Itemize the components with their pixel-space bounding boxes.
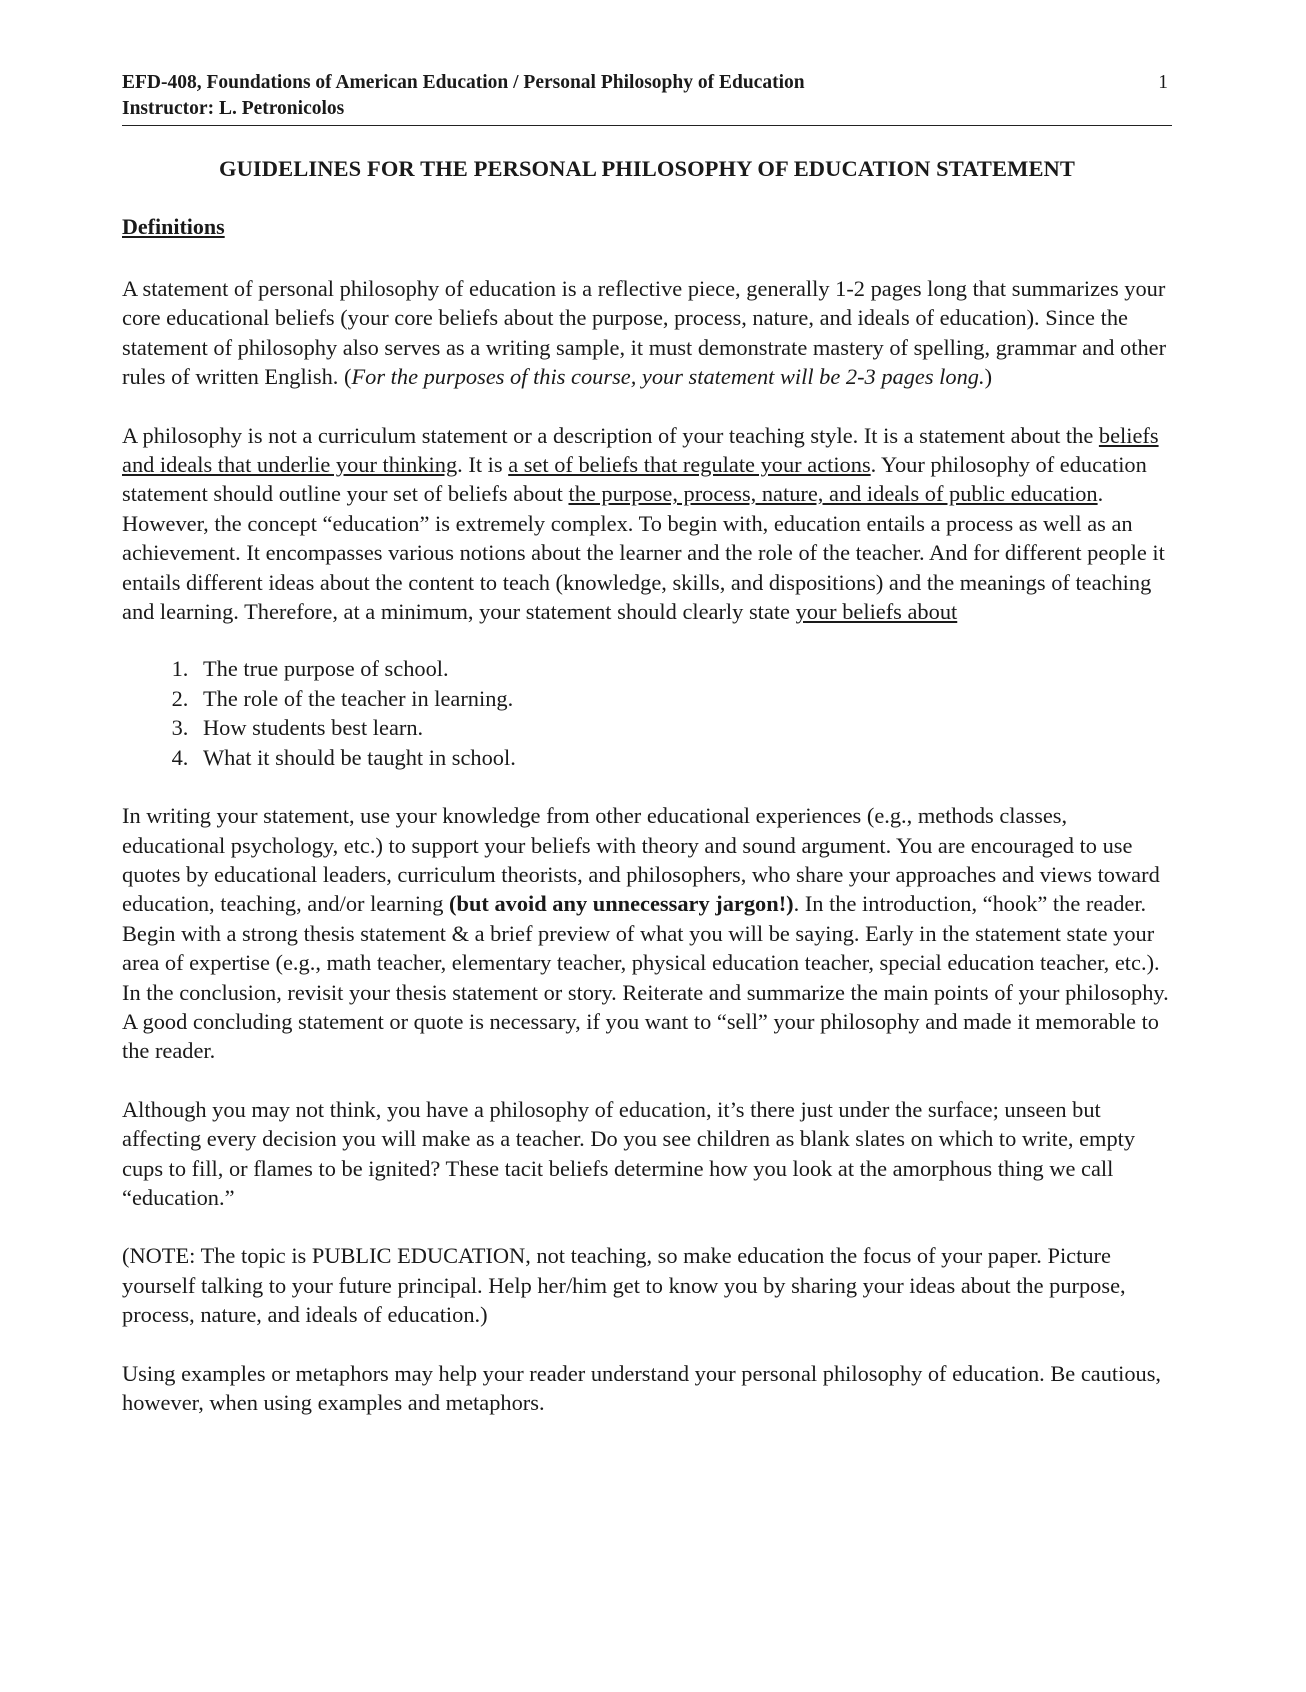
- list-item: 4. What it should be taught in school.: [194, 743, 1172, 772]
- list-item: 3. How students best learn.: [194, 713, 1172, 742]
- p2-t1: A philosophy is not a curriculum statement or a description of your teaching style. It is a statement about the: [122, 422, 1099, 448]
- p3-t1: In writing your statement, use your knowledge from other educational experiences (e.g., methods classes, educational psychology, etc.) to support your beliefs with theory and sound argument. You are encouraged to use quotes by educational leaders, curriculum theorists, and philosophers, who share your approaches and views toward education, teaching, and/or learning: [122, 803, 1160, 917]
- p2-u4: your beliefs about: [795, 599, 958, 625]
- p2-t3: . Your philosophy of education statement should outline your set of beliefs about: [122, 452, 1147, 507]
- paragraph-examples: Using examples or metaphors may help your reader understand your personal philosophy of education. Be cautious, however, when using examples and metaphors.: [122, 1360, 1162, 1415]
- page-header: [122, 70, 1172, 126]
- p2-u1: beliefs and ideals that underlie your thinking: [122, 422, 1159, 478]
- definitions-heading: Definitions: [122, 214, 225, 239]
- p1-end: ): [984, 364, 993, 390]
- p2-t2: . It is: [457, 452, 509, 478]
- paragraph-writing: [122, 801, 1172, 1066]
- list-item: 1. The true purpose of school.: [194, 654, 1172, 683]
- paragraph-philosophy: [122, 421, 1172, 627]
- page-number: 1: [1158, 72, 1168, 93]
- document-page: [122, 70, 1172, 1417]
- paragraph-tacit-beliefs: Although you may not think, you have a philosophy of education, it’s there just under the surface; unseen but affecting every decision you will make as a teacher. Do you see children as blank slates on which to write, empty cups to fill, or flames to be ignited? These tacit beliefs determine how you look at the amorphous thing we call “education.”: [122, 1096, 1136, 1210]
- paragraph-definition: [122, 274, 1172, 392]
- p2-u2: a set of beliefs that regulate your actions: [508, 452, 871, 478]
- p2-u3: the purpose, process, nature, and ideals of public education: [568, 481, 1098, 507]
- p3-bold: (but avoid any unnecessary jargon!): [449, 891, 794, 917]
- list-item: 2. The role of the teacher in learning.: [194, 684, 1172, 713]
- beliefs-list: [122, 654, 1172, 772]
- p1-text: A statement of personal philosophy of education is a reflective piece, generally 1-2 pages long that summarizes your core educational beliefs (your core beliefs about the purpose, process, nature, and ideals of education). Since the statement of philosophy also serves as a writing sample, it must demonstrate mastery of spelling, grammar and other rules of written English. (: [122, 276, 1167, 390]
- p3-t2: . In the introduction, “hook” the reader. Begin with a strong thesis statement & a brief preview of what you will be saying. Early in the statement state your area of expertise (e.g., math teacher, elementary teacher, physical education teacher, special education teacher, etc.). In the conclusion, revisit your thesis statement or story. Reiterate and summarize the main points of your philosophy. A good concluding statement or quote is necessary, if you want to “sell” your philosophy and made it memorable to the reader.: [122, 891, 1169, 1064]
- p2-t4: . However, the concept “education” is extremely complex. To begin with, education entails a process as well as an achievement. It encompasses various notions about the learner and the role of the teacher. And for different people it entails different ideas about the content to teach (knowledge, skills, and dispositions) and the meanings of teaching and learning. Therefore, at a minimum, your statement should clearly state: [122, 481, 1165, 625]
- paragraph-note: (NOTE: The topic is PUBLIC EDUCATION, not teaching, so make education the focus of your paper. Picture yourself talking to your future principal. Help her/him get to know you by sharing your ideas about the purpose, process, nature, and ideals of education.): [122, 1243, 1126, 1328]
- instructor-line: Instructor: L. Petronicolos: [122, 98, 345, 119]
- p1-italic: For the purposes of this course, your statement will be 2-3 pages long.: [351, 364, 985, 390]
- course-line: EFD-408, Foundations of American Education / Personal Philosophy of Education: [122, 72, 805, 93]
- document-title: GUIDELINES FOR THE PERSONAL PHILOSOPHY OF EDUCATION STATEMENT: [218, 156, 1076, 181]
